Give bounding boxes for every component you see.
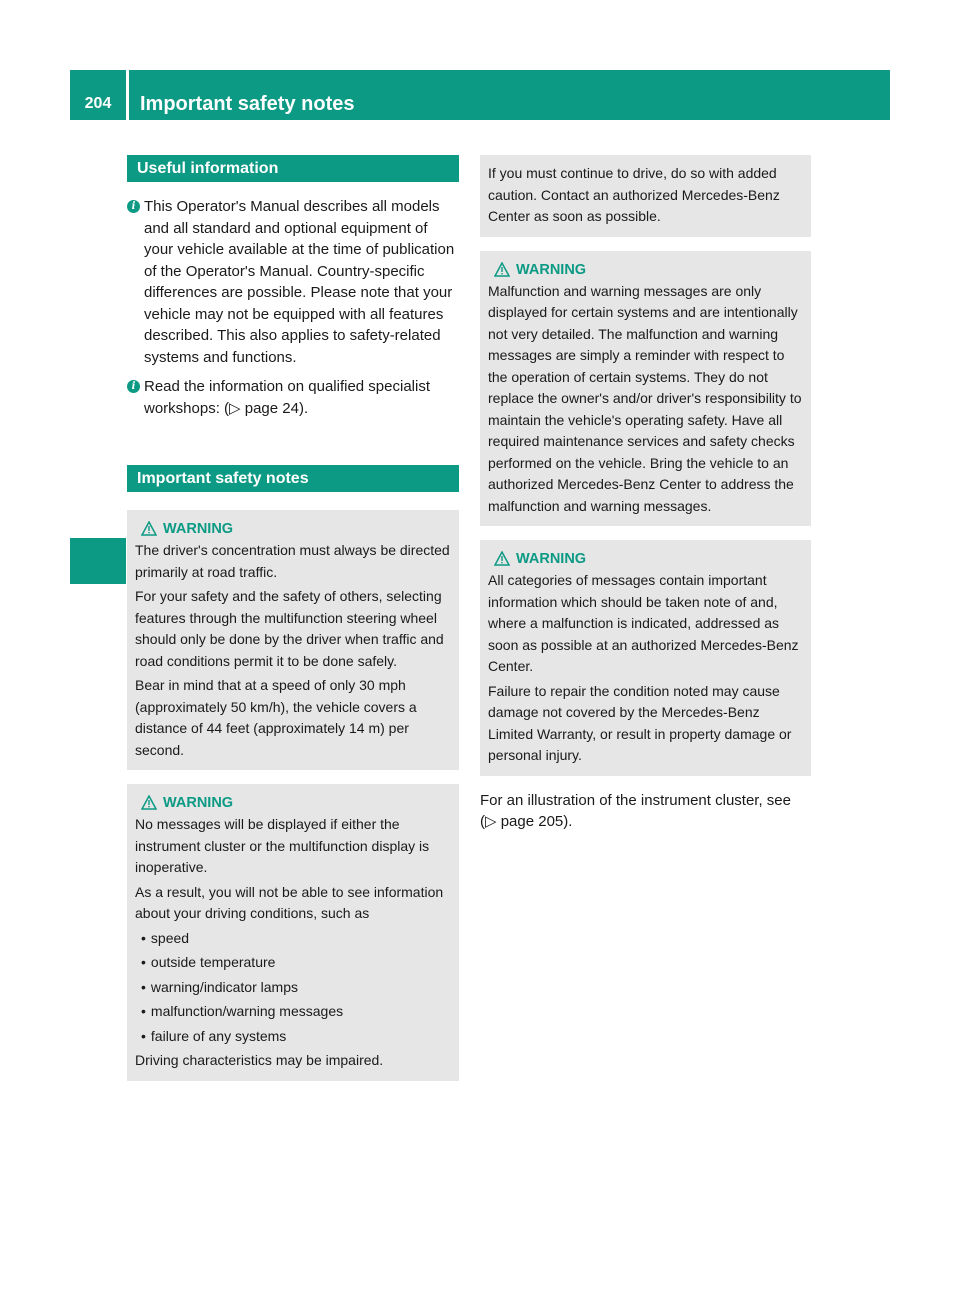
info-note: [127, 376, 459, 419]
continuation-box: [480, 155, 811, 237]
warning-text: No messages will be displayed if either the instrument cluster or the multifunction display is inoperative.: [135, 816, 430, 875]
warning-box: [480, 540, 811, 776]
list-item: • failure of any systems: [135, 1026, 451, 1048]
page-number: 204: [84, 95, 112, 112]
info-icon: i: [127, 200, 140, 213]
left-column: [127, 155, 459, 1081]
side-tab-marker: [70, 538, 126, 584]
info-note-text: Read the information on qualified specialist workshops: (▷ page 24).: [144, 378, 431, 417]
warning-box: [480, 251, 811, 527]
info-note: [127, 196, 459, 368]
warning-label: WARNING: [516, 261, 587, 278]
page-title: Important safety notes: [140, 93, 355, 115]
warning-text: As a result, you will not be able to see information about your driving conditions, such as: [135, 883, 444, 921]
warning-text: All categories of messages contain important information which should be taken note of and, where a malfunction is indicated, addressed as soon as possible at an authorized Mercedes-Benz Center.: [488, 572, 799, 674]
info-note-text: This Operator's Manual describes all models and all standard and optional equipment of your vehicle available at the time of publication of the Operator's Manual. Country-specific differences are possible. Please note that your vehicle may not be equipped with all features described. This also applies to safety-related systems and functions.: [144, 198, 455, 366]
warning-text: Bear in mind that at a speed of only 30 mph (approximately 50 km/h), the vehicle covers a distance of 44 feet (approximately 14 m) per second.: [135, 677, 417, 758]
list-item: • warning/indicator lamps: [135, 977, 451, 999]
warning-title: [141, 518, 451, 540]
warning-label: WARNING: [163, 795, 234, 811]
warning-triangle-icon: [494, 262, 510, 277]
list-item: • malfunction/warning messages: [135, 1001, 451, 1023]
warning-text: The driver's concentration must always be directed primarily at road traffic.: [135, 542, 450, 580]
section-heading-useful-information: Useful information: [127, 155, 459, 182]
warning-label: WARNING: [516, 551, 587, 567]
warning-triangle-icon: [494, 551, 510, 566]
warning-box: [127, 784, 459, 1081]
list-item: • outside temperature: [135, 952, 451, 974]
instrument-cluster-reference: For an illustration of the instrument cluster, see (▷ page 205).: [480, 791, 791, 830]
warning-box: [127, 510, 459, 770]
warning-triangle-icon: [141, 521, 157, 536]
warning-title: [494, 259, 803, 281]
continuation-text: If you must continue to drive, do so with added caution. Contact an authorized Mercedes-Benz Center as soon as possible.: [488, 165, 780, 224]
info-icon: i: [127, 380, 140, 393]
side-tab-label: On-board computer and displays: [87, 140, 108, 438]
section-heading-important-safety-notes: Important safety notes: [127, 465, 459, 492]
right-column: [480, 155, 811, 833]
warning-title: [494, 548, 803, 570]
warning-label: WARNING: [163, 521, 234, 537]
header-divider: [126, 70, 129, 120]
warning-title: [141, 792, 451, 814]
warning-text: For your safety and the safety of others, selecting features through the multifunction steering wheel should only be done by the driver when traffic and road conditions permit it to be done safely.: [135, 588, 444, 669]
warning-text: Driving characteristics may be impaired.: [135, 1052, 384, 1068]
warning-text: Failure to repair the condition noted may cause damage not covered by the Mercedes-Benz Limited Warranty, or result in property damage or personal injury.: [488, 682, 792, 763]
warning-text: Malfunction and warning messages are only displayed for certain systems and are intentionally not very detailed. The malfunction and warning messages are simply a reminder with respect to the operation of certain systems. They do not replace the owner's and/or driver's responsibility to maintain the vehicle's operating safety. Have all required maintenance services and safety checks performed on the vehicle. Bring the vehicle to an authorized Mercedes-Benz Center to address the malfunction and warning messages.: [488, 282, 802, 514]
list-item: • speed: [135, 928, 451, 950]
warning-triangle-icon: [141, 795, 157, 810]
